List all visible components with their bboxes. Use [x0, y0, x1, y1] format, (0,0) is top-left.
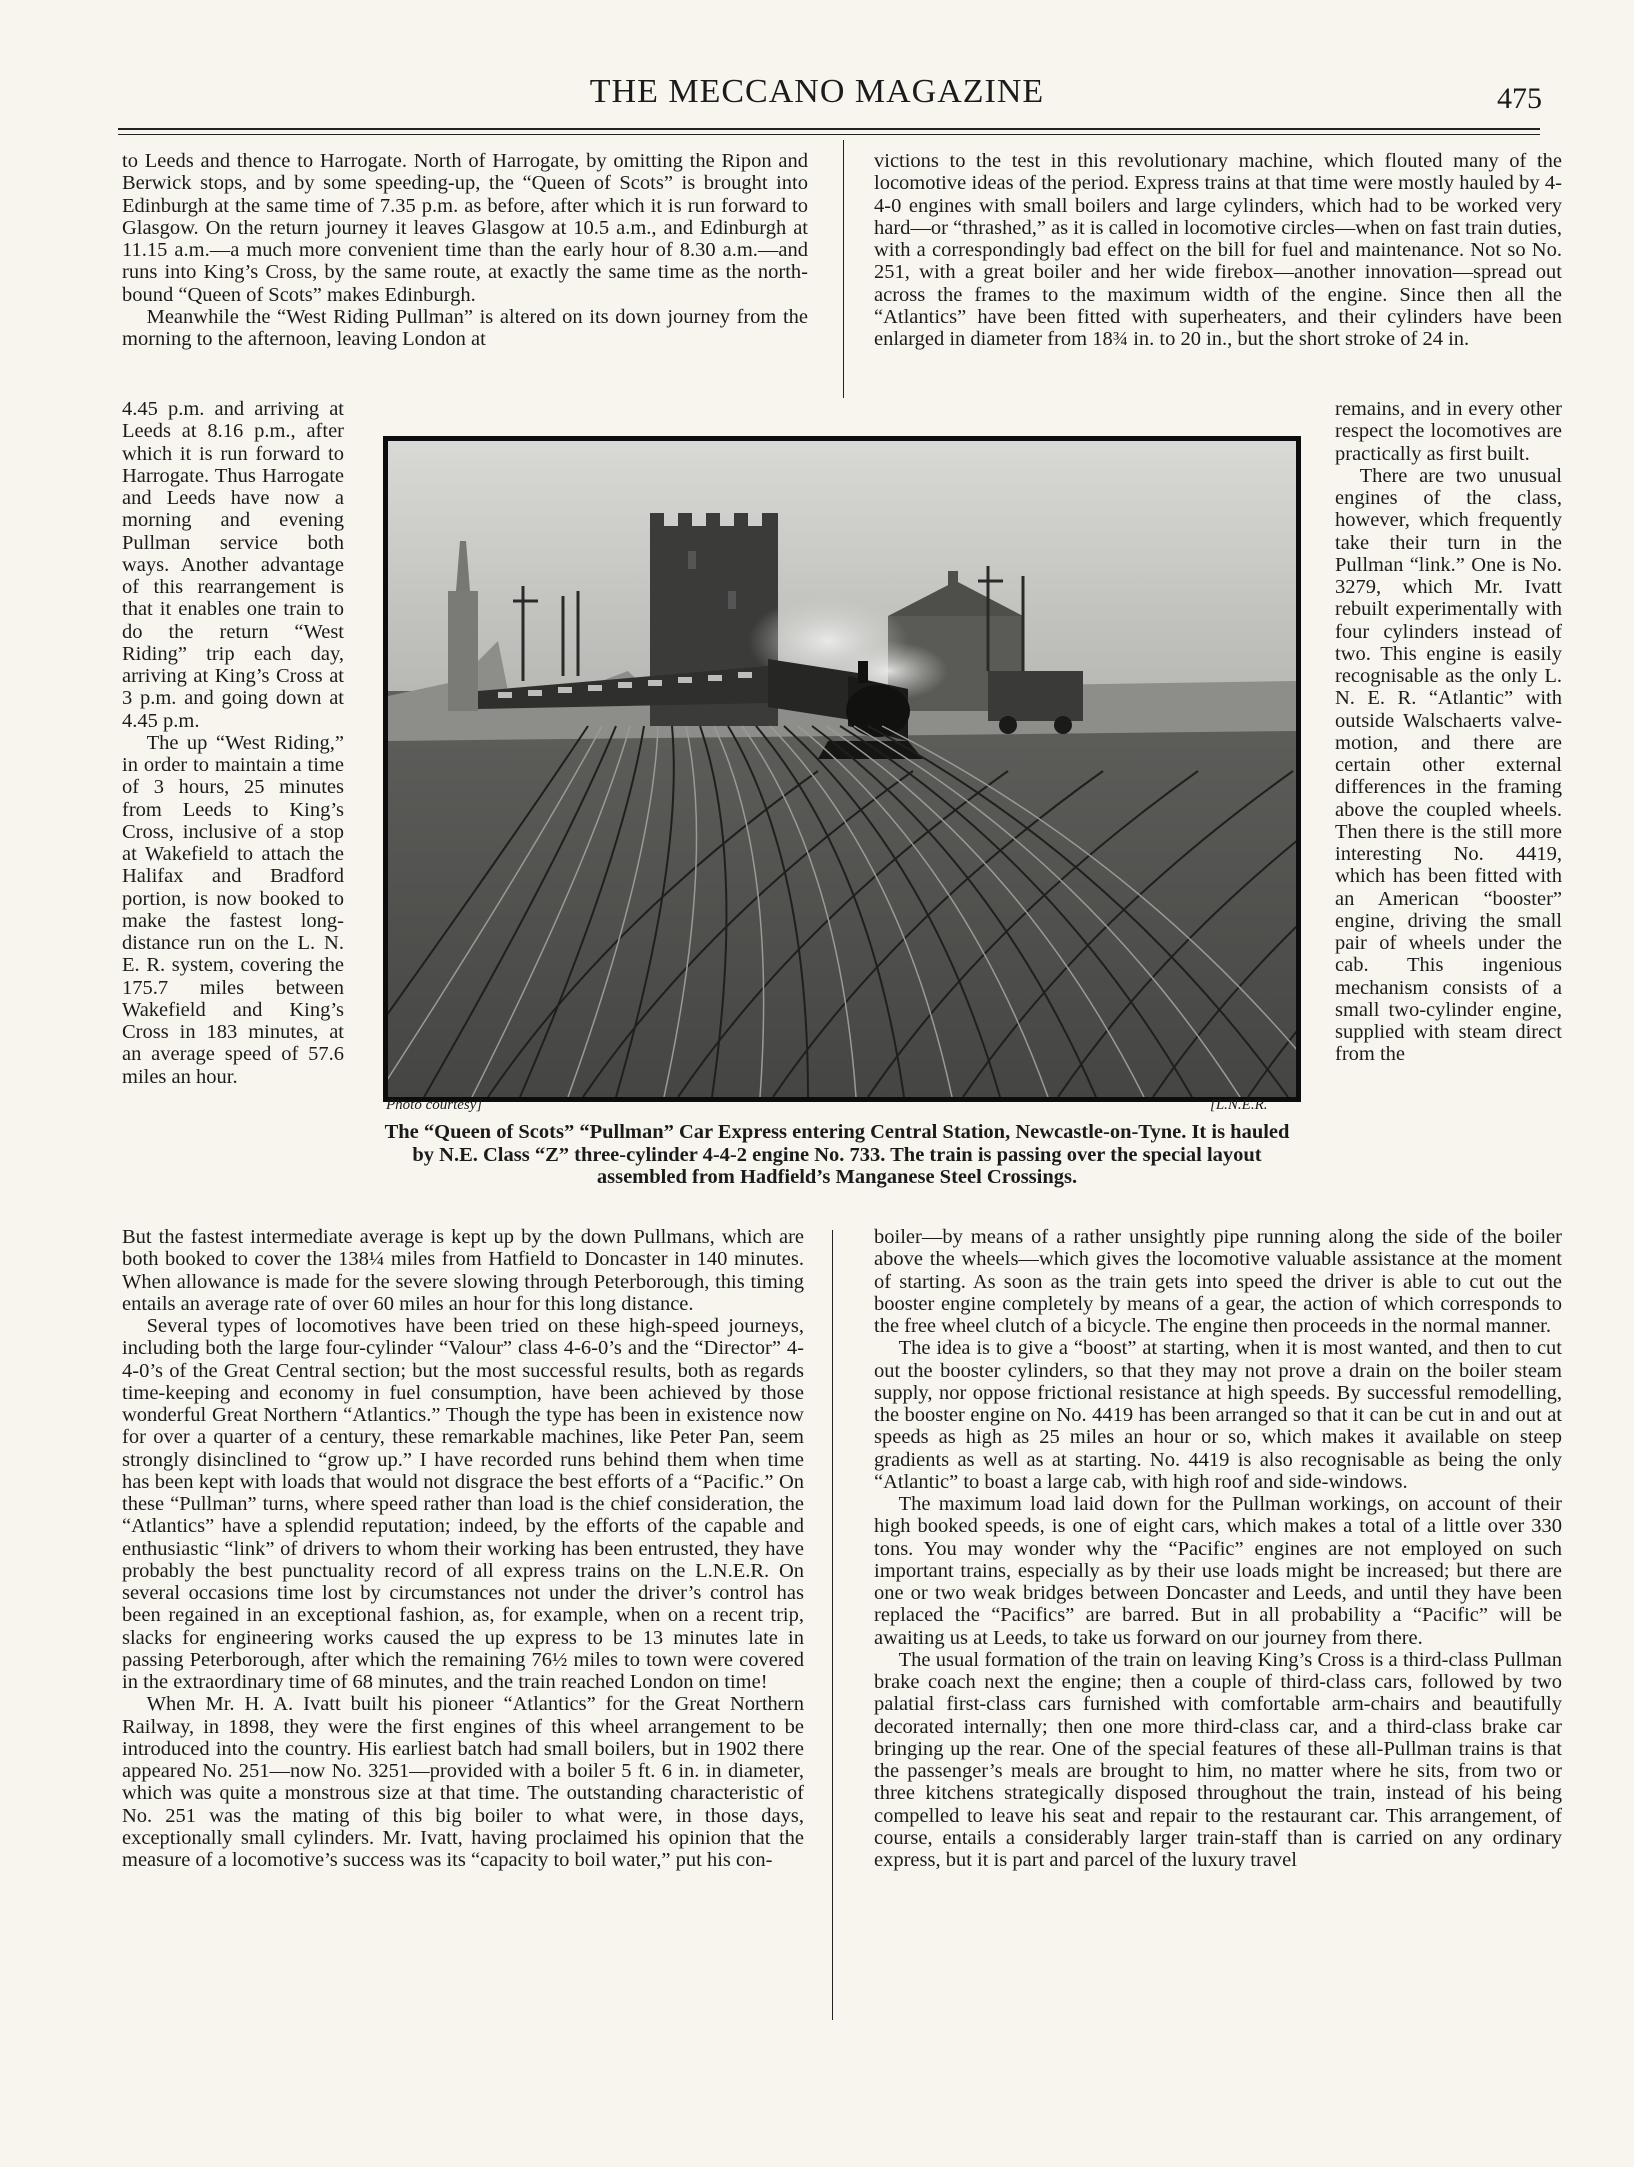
- paragraph: The usual formation of the train on leaving King’s Cross is a third-class Pullman brake coach next the engine; then a couple of third-class cars, followed by two palatial first-class cars furnished with comfortable arm-chairs and beautifully decorated internally; then one more third-class car, and a third-class brake car bringing up the rear. One of the special features of these all-Pullman trains is that the passenger’s meals are brought to him, no matter where he sits, from two or three kitchens strategically disposed throughout the train, instead of his being compelled to leave his seat and repair to the restaurant car. This arrangement, of course, entails a considerably larger train-staff than is carried on any ordinary express, but it is part and parcel of the luxury travel: [874, 1648, 1562, 1871]
- photo-credit-source: [L.N.E.R.: [1210, 1097, 1268, 1113]
- right-column-narrow: [1335, 398, 1562, 1066]
- photo-credit-label: Photo courtesy]: [386, 1097, 483, 1113]
- column-divider: [843, 140, 844, 398]
- page-number: 475: [1497, 82, 1542, 115]
- paragraph: 4.45 p.m. and arriving at Leeds at 8.16 p.m., after which it is run forward to Harrogate. Thus Harrogate and Leeds have now a morning and evening Pullman service both ways. Another advantage of this rearrangement is that it enables one train to do the return “West Riding” trip each day, arriving at King’s Cross at 3 p.m. and going down at 4.45 p.m.: [122, 398, 344, 732]
- right-column-bottom: [874, 1226, 1562, 1871]
- left-column-top: [122, 150, 808, 350]
- left-column-narrow: [122, 398, 344, 1088]
- paragraph: But the fastest intermediate average is kept up by the down Pullmans, which are both booked to cover the 138¼ miles from Hatfield to Doncaster in 140 minutes. When allowance is made for the severe slowing through Peterborough, this timing entails an average rate of over 60 miles an hour for this long distance.: [122, 1226, 804, 1315]
- paragraph: There are two unusual engines of the class, however, which frequently take their turn in the Pullman “link.” One is No. 3279, which Mr. Ivatt rebuilt experimentally with four cylinders instead of two. This engine is easily recognisable as the only L. N. E. R. “Atlantic” with outside Walschaerts valve-motion, and there are certain other external differences in the framing above the coupled wheels. Then there is the still more interesting No. 4419, which has been fitted with an American “booster” engine, driving the small pair of wheels under the cab. This ingenious mechanism consists of a small two-cylinder engine, supplied with steam direct from the: [1335, 464, 1562, 1066]
- header-rule-thin: [118, 134, 1540, 135]
- right-column-top: [874, 150, 1562, 350]
- paragraph: boiler—by means of a rather unsightly pipe running along the side of the boiler above the wheels—which gives the locomotive valuable assistance at the moment of starting. As soon as the train gets into speed the driver is able to cut out the booster engine completely by means of a gear, the action of which corresponds to the free wheel clutch of a bicycle. The engine then proceeds in the normal manner.: [874, 1226, 1562, 1337]
- header-rule: [118, 128, 1540, 130]
- paragraph: to Leeds and thence to Harrogate. North of Harrogate, by omitting the Ripon and Berwick stops, and by some speeding-up, the “Queen of Scots” is brought into Edinburgh at the same time of 7.35 p.m. as before, after which it is run forward to Glasgow. On the return journey it leaves Glasgow at 10.5 a.m., and Edinburgh at 11.15 a.m.—a much more convenient time than the early hour of 8.30 a.m.—and runs into King’s Cross, by the same route, at exactly the same time as the north-bound “Queen of Scots” makes Edinburgh.: [122, 150, 808, 306]
- railway-scene-image: [388, 441, 1296, 1097]
- paragraph: When Mr. H. A. Ivatt built his pioneer “Atlantics” for the Great Northern Railway, in 1898, they were the first engines of this wheel arrangement to be introduced into the country. His earliest batch had small boilers, but in 1902 there appeared No. 251—now No. 3251—provided with a boiler 5 ft. 6 in. in diameter, which was quite a monstrous size at that time. The outstanding characteristic of No. 251 was the mating of this big boiler to what were, in those days, exceptionally small cylinders. Mr. Ivatt, having proclaimed his opinion that the measure of a locomotive’s success was its “capacity to boil water,” put his con-: [122, 1693, 804, 1871]
- paragraph: Several types of locomotives have been tried on these high-speed journeys, including both the large four-cylinder “Valour” class 4-6-0’s and the “Director” 4-4-0’s of the Great Central section; but the most successful results, both as regards time-keeping and economy in fuel consumption, have been achieved by those wonderful Great Northern “Atlantics.” Though the type has been in existence now for over a quarter of a century, these remarkable machines, like Peter Pan, seem strongly disinclined to “grow up.” I have recorded runs behind them when time has been kept with loads that would not disgrace the best efforts of a “Pacific.” On these “Pullman” turns, where speed rather than load is the chief consideration, the “Atlantics” have a splendid reputation; indeed, by the efforts of the capable and enthusiastic “link” of drivers to whom their working has been entrusted, they have probably the best punctuality record of all express trains on the L.N.E.R. On several occasions time lost by circumstances not under the driver’s control has been regained in an exceptional fashion, as, for example, when on a recent trip, slacks for engineering works caused the up express to be 13 minutes late in passing Peterborough, after which the remaining 76½ miles to town were covered in the extraordinary time of 68 minutes, and the train reached London on time!: [122, 1315, 804, 1693]
- paragraph: The idea is to give a “boost” at starting, when it is most wanted, and then to cut out the booster cylinders, so that they may not prove a drain on the boiler steam supply, nor oppose frictional resistance at high speeds. By successful remodelling, the booster engine on No. 4419 has been arranged so that it can be cut in and out at speeds as high as 25 miles an hour or so, which makes it available on steep gradients as well as at starting. No. 4419 is also recognisable as being the only “Atlantic” to boast a large cab, with high roof and side-windows.: [874, 1337, 1562, 1493]
- column-divider: [832, 1230, 833, 2020]
- paragraph: The up “West Riding,” in order to maintain a time of 3 hours, 25 minutes from Leeds to King’s Cross, inclusive of a stop at Wakefield to attach the Halifax and Bradford portion, is now booked to make the fastest long-distance run on the L. N. E. R. system, covering the 175.7 miles between Wakefield and King’s Cross in 183 minutes, at an average speed of 57.6 miles an hour.: [122, 731, 344, 1088]
- photo-caption: The “Queen of Scots” “Pullman” Car Express entering Central Station, Newcastle-on-Tyne. It is hauled by N.E. Class “Z” three-cylinder 4-4-2 engine No. 733. The train is passing over the special layout assembled from Hadfield’s Manganese Steel Crossings.: [384, 1121, 1290, 1188]
- left-column-bottom: [122, 1226, 804, 1871]
- paragraph: remains, and in every other respect the locomotives are practically as first built.: [1335, 398, 1562, 465]
- paragraph: victions to the test in this revolutionary machine, which flouted many of the locomotive ideas of the period. Express trains at that time were mostly hauled by 4-4-0 engines with small boilers and large cylinders, which had to be worked very hard—or “thrashed,” as it is called in locomotive circles—when on fast train duties, with a correspondingly bad effect on the bill for fuel and maintenance. Not so No. 251, with a great boiler and her wide firebox—another innovation—spread out across the frames to the maximum width of the engine. Since then all the “Atlantics” have been fitted with superheaters, and their cylinders have been enlarged in diameter from 18¾ in. to 20 in., but the short stroke of 24 in.: [874, 150, 1562, 350]
- page-header-title: THE MECCANO MAGAZINE: [589, 73, 1045, 110]
- paragraph: Meanwhile the “West Riding Pullman” is altered on its down journey from the morning to the afternoon, leaving London at: [122, 305, 808, 350]
- paragraph: The maximum load laid down for the Pullman workings, on account of their high booked speeds, is one of eight cars, which makes a total of a little over 330 tons. You may wonder why the “Pacific” engines are not employed on such important trains, especially as by their use loads might be increased; but there are one or two weak bridges between Doncaster and Leeds, and until they have been replaced the “Pacifics” are barred. But in all probability a “Pacific” will be awaiting us at Leeds, to take us forward on our journey from there.: [874, 1493, 1562, 1649]
- train-photograph: [383, 436, 1301, 1102]
